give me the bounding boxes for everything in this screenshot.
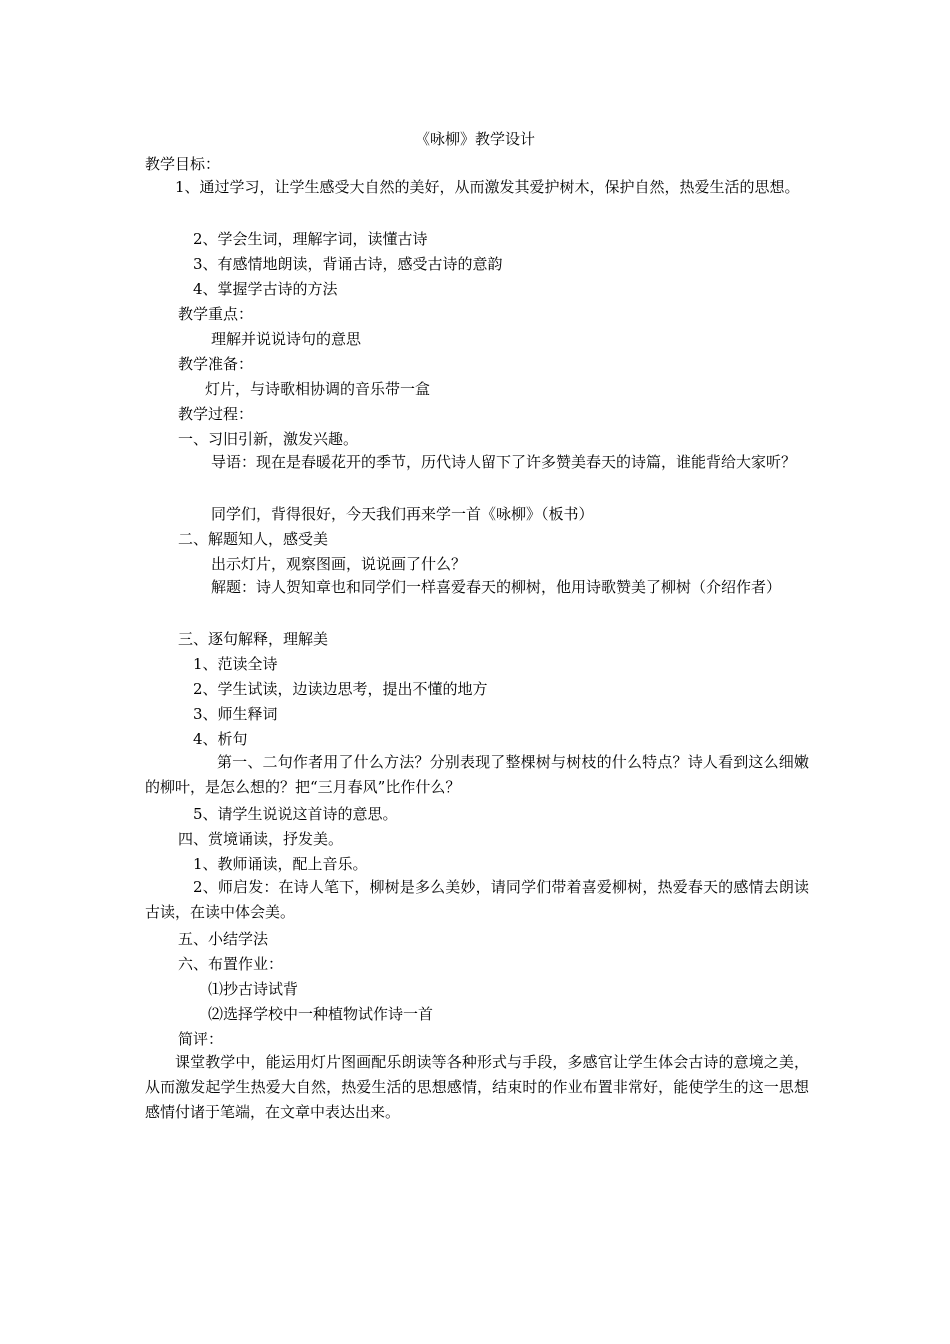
document-title: 《咏柳》教学设计	[414, 130, 535, 148]
section-4-item-2: 2、师启发：在诗人笔下，柳树是多么美妙，请同学们带着喜爱柳树，热爱春天的感情去朗读古读，在读中体会美。	[145, 878, 809, 921]
review-text: 课堂教学中，能运用灯片图画配乐朗读等各种形式与手段，多感官让学生体会古诗的意境之美，从而激发起学生热爱大自然，热爱生活的思想感情，结束时的作业布置非常好，能使学生的这一思想感情付诸于笔端，在文章中表达出来。	[145, 1053, 809, 1121]
section-4-heading: 四、赏境诵读，抒发美。	[178, 830, 344, 848]
goals-heading: 教学目标：	[145, 155, 221, 173]
section-1-heading: 一、习旧引新，激发兴趣。	[178, 430, 359, 448]
section-3-item-5: 5、请学生说说这首诗的意思。	[193, 805, 398, 823]
section-4-item-1: 1、教师诵读，配上音乐。	[193, 855, 368, 873]
section-5-heading: 五、小结学法	[178, 930, 269, 948]
focus-heading: 教学重点：	[178, 305, 254, 323]
section-3-item-2: 2、学生试读，边读边思考，提出不懂的地方	[193, 680, 488, 698]
section-6-heading: 六、布置作业：	[178, 955, 284, 973]
goal-item-2: 2、学会生词，理解字词，读懂古诗	[193, 230, 428, 248]
section-3-item-1: 1、范读全诗	[193, 655, 278, 673]
section-3-item-3: 3、师生释词	[193, 705, 278, 723]
homework-item-2: ⑵选择学校中一种植物试作诗一首	[208, 1005, 434, 1023]
section-2-text-2: 解题：诗人贺知章也和同学们一样喜爱春天的柳树，他用诗歌赞美了柳树（介绍作者）	[211, 578, 782, 596]
homework-item-1: ⑴抄古诗试背	[208, 980, 299, 998]
section-1-text: 同学们，背得很好，今天我们再来学一首《咏柳》（板书）	[211, 505, 594, 523]
section-3-item-4: 4、析句	[193, 730, 248, 748]
section-3-heading: 三、逐句解释，理解美	[178, 630, 329, 648]
focus-text: 理解并说说诗句的意思	[211, 330, 362, 348]
section-2-heading: 二、解题知人，感受美	[178, 530, 329, 548]
goal-item-3: 3、有感情地朗读，背诵古诗，感受古诗的意韵	[193, 255, 503, 273]
prep-heading: 教学准备：	[178, 355, 254, 373]
section-1-intro: 导语：现在是春暖花开的季节，历代诗人留下了许多赞美春天的诗篇，谁能背给大家听？	[211, 453, 797, 471]
section-2-text-1: 出示灯片，观察图画，说说画了什么？	[211, 555, 467, 573]
prep-text: 灯片，与诗歌相协调的音乐带一盒	[205, 380, 431, 398]
goal-item-4: 4、掌握学古诗的方法	[193, 280, 338, 298]
process-heading: 教学过程：	[178, 405, 254, 423]
section-3-analysis: 第一、二句作者用了什么方法？分别表现了整棵树与树枝的什么特点？诗人看到这么细嫩的柳叶，是怎么想的？把“三月春风”比作什么？	[145, 753, 809, 796]
review-heading: 简评：	[178, 1030, 224, 1048]
goal-item-1: 1、通过学习，让学生感受大自然的美好，从而激发其爱护树木，保护自然，热爱生活的思想。	[175, 178, 800, 196]
